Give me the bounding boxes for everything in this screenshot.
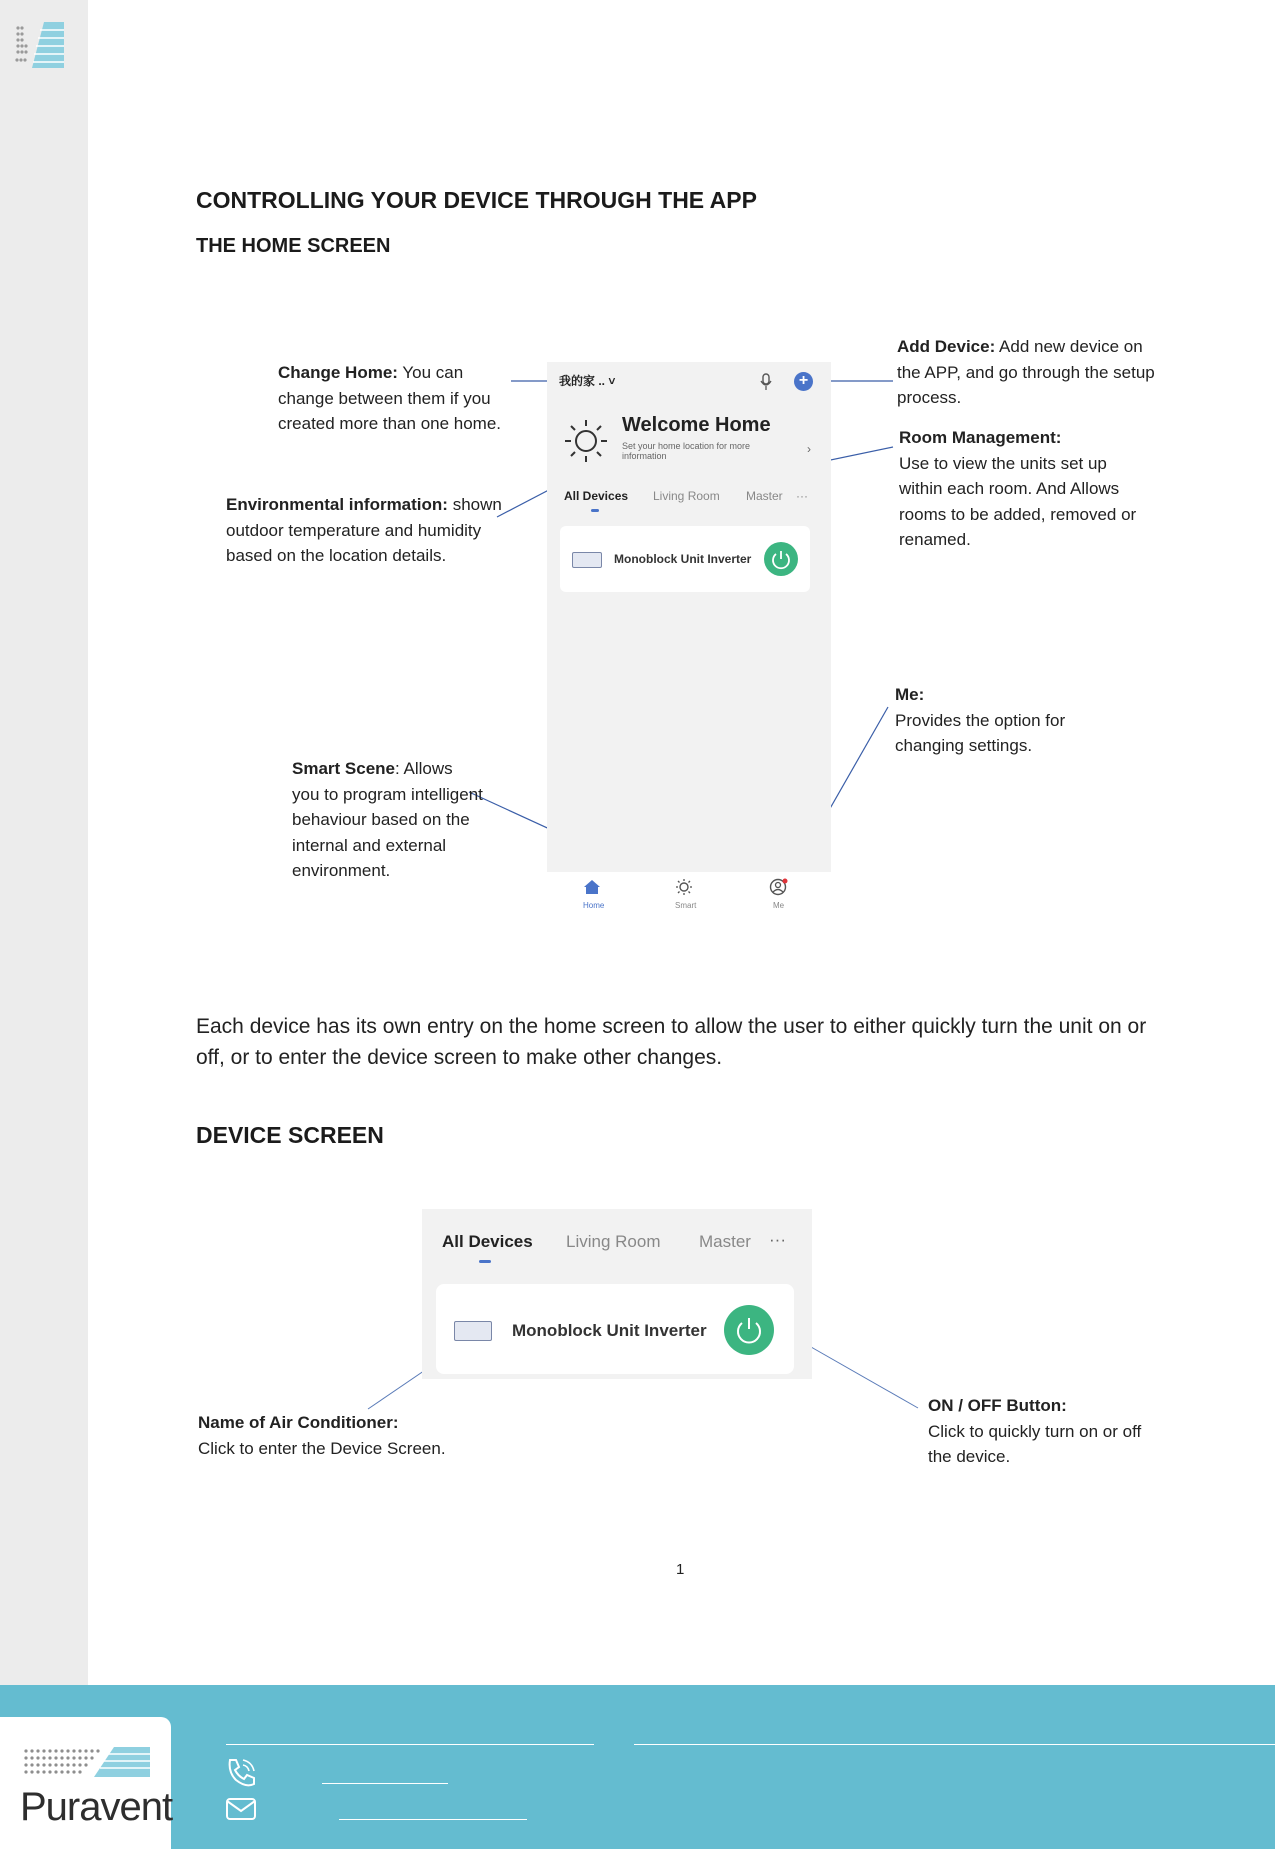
active-tab-indicator <box>591 509 599 512</box>
nav-home-label[interactable]: Home <box>583 901 605 910</box>
annotation-me-title: Me: <box>895 685 925 704</box>
annotation-name-of-ac <box>198 1410 498 1461</box>
annotation-on-off <box>928 1393 1158 1470</box>
page-title: CONTROLLING YOUR DEVICE THROUGH THE APP <box>196 187 757 213</box>
annotation-name-of-ac-text: Click to enter the Device Screen. <box>198 1438 446 1458</box>
annotation-change-home-text: You can change between them if you created more than one home. <box>278 363 502 433</box>
annotation-on-off-text: Click to quickly turn on or off the device. <box>928 1421 1142 1466</box>
footer-rule-left <box>226 1744 594 1745</box>
annotation-me <box>895 682 1115 759</box>
add-device-icon[interactable]: + <box>794 372 813 391</box>
panel-device-name[interactable]: Monoblock Unit Inverter <box>512 1321 707 1340</box>
microphone-icon[interactable] <box>760 373 772 391</box>
tab-master[interactable]: Master <box>746 489 783 503</box>
tab-living-room[interactable]: Living Room <box>653 489 720 503</box>
welcome-subtitle: Set your home location for more information <box>622 441 751 461</box>
annotation-environmental <box>226 492 506 569</box>
home-screen-heading: THE HOME SCREEN <box>196 235 391 257</box>
annotation-add-device-text: Add new device on the APP, and go through the setup process. <box>897 337 1155 407</box>
air-conditioner-icon <box>572 552 602 568</box>
puravent-logo-mark-icon <box>22 1747 150 1789</box>
panel-tab-all-devices[interactable]: All Devices <box>442 1232 533 1251</box>
welcome-title: Welcome Home <box>622 414 771 436</box>
panel-active-tab-indicator <box>479 1260 491 1263</box>
power-button[interactable] <box>764 542 798 576</box>
annotation-change-home-title: Change Home: <box>278 363 398 382</box>
annotation-environmental-text: shown outdoor temperature and humidity based on the location details. <box>226 495 502 565</box>
chevron-right-icon[interactable]: › <box>807 442 811 456</box>
device-name[interactable]: Monoblock Unit Inverter <box>614 552 752 566</box>
annotation-room-management <box>899 425 1139 553</box>
annotation-smart-scene-title: Smart Scene <box>292 759 395 778</box>
panel-tab-living-room[interactable]: Living Room <box>566 1232 661 1251</box>
annotation-environmental-title: Environmental information: <box>226 495 448 514</box>
footer-logo-text: Puravent <box>20 1785 173 1829</box>
footer-phone-underline <box>322 1783 448 1784</box>
smart-scene-icon[interactable] <box>675 878 693 896</box>
panel-device-card[interactable] <box>436 1284 794 1374</box>
panel-more-icon[interactable]: ··· <box>769 1230 786 1249</box>
footer-rule-right <box>634 1744 1275 1745</box>
footer-logo-box <box>0 1717 171 1849</box>
device-card[interactable] <box>560 526 810 592</box>
annotation-add-device <box>897 334 1159 411</box>
annotation-change-home <box>278 360 508 437</box>
footer-band <box>0 1685 1275 1849</box>
panel-power-icon <box>724 1305 774 1355</box>
annotation-smart-scene <box>292 756 484 884</box>
nav-smart-label[interactable]: Smart <box>675 901 697 910</box>
annotation-name-of-ac-title: Name of Air Conditioner: <box>198 1413 399 1432</box>
me-profile-icon[interactable] <box>769 878 789 896</box>
annotation-room-management-text: Use to view the units set up within each room. And Allows rooms to be added, removed or renamed. <box>899 453 1137 549</box>
panel-power-button[interactable] <box>724 1305 774 1355</box>
bottom-nav <box>547 872 831 918</box>
annotation-me-text: Provides the option for changing settings. <box>895 710 1066 755</box>
nav-me-label[interactable]: Me <box>773 901 785 910</box>
tab-all-devices[interactable]: All Devices <box>564 489 629 503</box>
phone-home-screen <box>547 362 831 918</box>
power-icon <box>764 542 798 576</box>
home-selector[interactable]: 我的家 .. ˅ <box>559 374 616 388</box>
annotation-on-off-title: ON / OFF Button: <box>928 1396 1067 1415</box>
panel-tab-master[interactable]: Master <box>699 1232 751 1251</box>
home-icon[interactable] <box>583 879 601 895</box>
annotation-add-device-title: Add Device: <box>897 337 996 356</box>
phone-icon <box>224 1756 258 1790</box>
footer-email-underline <box>339 1819 527 1820</box>
annotation-smart-scene-text: : Allows you to program intelligent behaviour based on the internal and external environment. <box>292 759 483 880</box>
body-paragraph: Each device has its own entry on the home screen to allow the user to either quickly turn the unit on or off, or to enter the device screen to make other changes. <box>196 1015 1147 1069</box>
panel-air-conditioner-icon <box>454 1321 492 1341</box>
device-screen-panel <box>422 1209 812 1379</box>
weather-sun-icon[interactable] <box>563 418 609 464</box>
annotation-room-management-title: Room Management: <box>899 428 1062 447</box>
more-tabs-icon[interactable]: ··· <box>796 489 808 503</box>
email-icon <box>225 1796 257 1822</box>
device-screen-heading: DEVICE SCREEN <box>196 1122 384 1148</box>
page-number: 1 <box>676 1561 685 1578</box>
